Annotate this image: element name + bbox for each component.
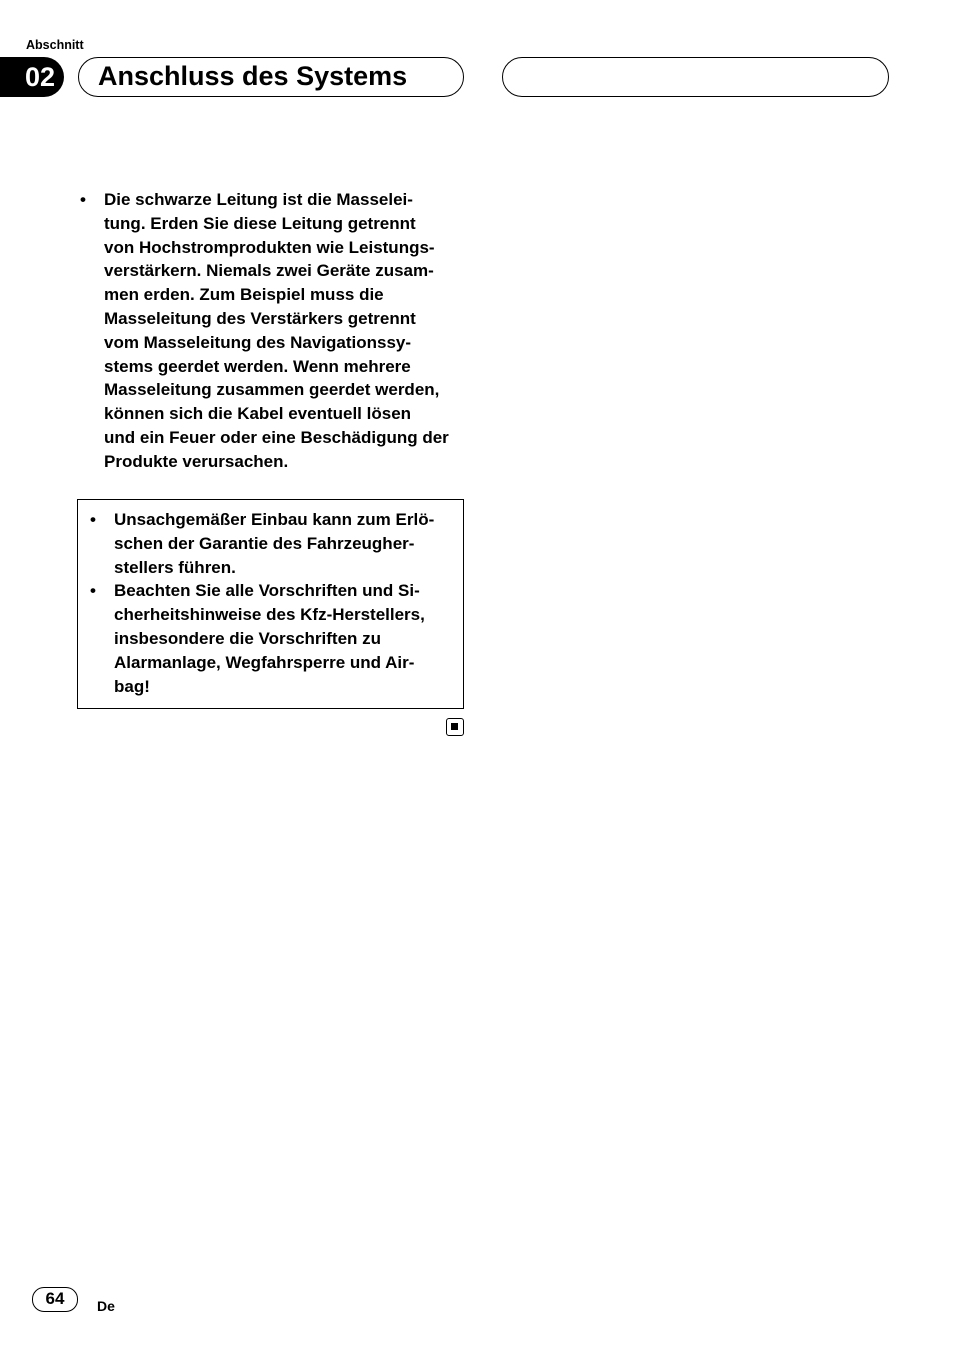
list-item (78, 188, 468, 474)
list-item (88, 508, 455, 579)
warning-text: Beachten Sie alle Vorschriften und Si- cherheitshinweise des Kfz-Herstellers, insbesondere die Vorschriften zu Alarmanlage, Wegfahrsperre und Air- bag! (114, 581, 425, 696)
subsection-title-box (502, 57, 889, 97)
section-number-badge: 02 (0, 57, 64, 97)
section-title: Anschluss des Systems (78, 57, 464, 97)
language-code: De (97, 1298, 115, 1314)
bullet-icon: • (90, 510, 96, 529)
warning-text: Unsachgemäßer Einbau kann zum Erlö- schen der Garantie des Fahrzeugher- stellers führen. (114, 510, 435, 577)
main-bullet-list (78, 188, 468, 474)
bullet-icon: • (80, 190, 86, 209)
bullet-text: Die schwarze Leitung ist die Masselei- tung. Erden Sie diese Leitung getrennt von Hochstromprodukten wie Leistungs- verstärkern. Niemals zwei Geräte zusam- men erden. Zum Beispiel muss die Masseleitung des Verstärkers getrennt vom Masseleitung des Navigationssy- stems geerdet werden. Wenn mehrere Masseleitung zusammen geerdet werden, können sich die Kabel eventuell lösen und ein Feuer oder eine Beschädigung der Produkte verursachen. (104, 190, 449, 471)
bullet-icon: • (90, 581, 96, 601)
section-label: Abschnitt (26, 38, 84, 52)
warning-box (77, 499, 464, 709)
page-number: 64 (32, 1287, 78, 1312)
end-of-section-icon (446, 718, 464, 736)
list-item (88, 579, 455, 698)
